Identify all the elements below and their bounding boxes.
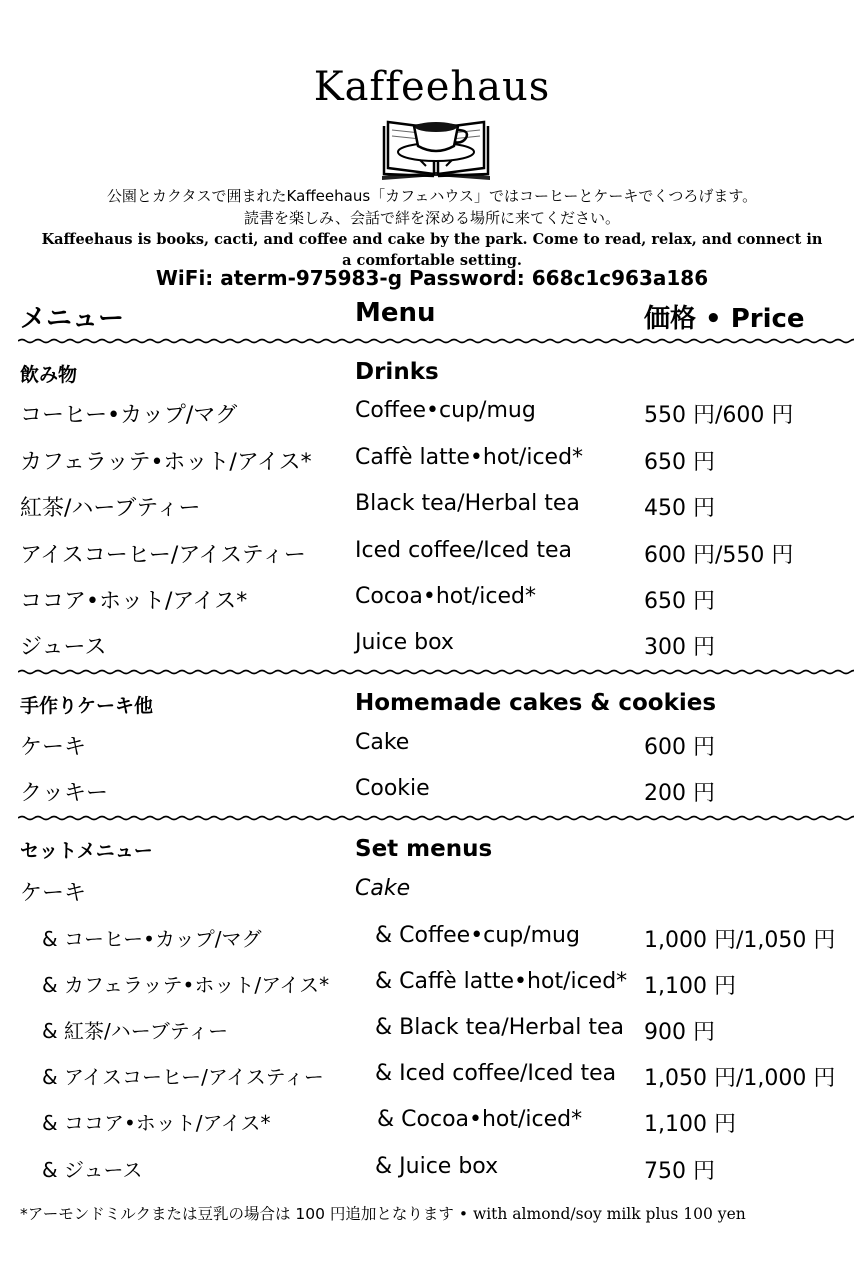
wavy-divider xyxy=(18,336,854,346)
item-name-jp: & ココア•ホット/アイス* xyxy=(42,1111,271,1135)
item-price: 1,100 円 xyxy=(644,974,736,999)
item-name-jp: 紅茶/ハーブティー xyxy=(20,496,201,521)
book-coffee-cup-logo xyxy=(380,116,492,182)
item-price: 1,000 円/1,050 円 xyxy=(644,928,836,953)
item-name-en: Iced coffee/Iced tea xyxy=(355,538,572,563)
item-name-en: Caffè latte•hot/iced* xyxy=(355,445,584,470)
item-name-en: Juice box xyxy=(355,630,454,655)
section-cakes-en: Homemade cakes & cookies xyxy=(355,690,717,716)
footnote xyxy=(20,1202,746,1224)
item-name-jp: カフェラッテ•ホット/アイス* xyxy=(20,450,312,475)
item-price: 200 円 xyxy=(644,781,715,806)
item-price: 650 円 xyxy=(644,450,715,475)
section-cakes-jp: 手作りケーキ他 xyxy=(20,695,154,717)
item-price: 900 円 xyxy=(644,1020,715,1045)
item-name-jp: アイスコーヒー/アイスティー xyxy=(20,543,306,568)
intro-japanese-line1: 公園とカクタスで囲まれたKaffeehaus「カフェハウス」ではコーヒーとケーキでくつろげます。 xyxy=(106,187,758,205)
item-name-en: Cocoa•hot/iced* xyxy=(355,584,536,609)
item-price: 1,050 円/1,000 円 xyxy=(644,1066,836,1091)
intro-japanese-line2: 読書を楽しみ、会話で絆を深める場所に来てください。 xyxy=(244,209,620,227)
set-base-jp: ケーキ xyxy=(20,881,87,906)
item-name-jp: & カフェラッテ•ホット/アイス* xyxy=(42,973,330,997)
item-name-en: & Juice box xyxy=(375,1154,499,1179)
footnote-jp: *アーモンドミルクまたは豆乳の場合は 100 円追加となります • xyxy=(20,1205,468,1223)
section-drinks-en: Drinks xyxy=(355,359,439,385)
intro-english: Kaffeehaus is books, cacti, and coffee and cake by the park. Come to read, relax, and connect in a comfortable setting. xyxy=(41,231,823,269)
column-header-price: 価格 • Price xyxy=(644,304,805,334)
item-name-jp: コーヒー•カップ/マグ xyxy=(20,403,238,428)
footnote-en: with almond/soy milk plus 100 yen xyxy=(472,1205,746,1223)
section-drinks-jp: 飲み物 xyxy=(20,364,78,386)
item-name-en: & Iced coffee/Iced tea xyxy=(375,1061,617,1086)
section-sets-en: Set menus xyxy=(355,836,493,862)
item-name-en: Cookie xyxy=(355,776,430,801)
item-name-jp: ココア•ホット/アイス* xyxy=(20,589,248,614)
section-sets-jp: セットメニュー xyxy=(20,840,153,862)
set-base-en: Cake xyxy=(355,876,411,901)
wifi-info: WiFi: aterm-975983-g Password: 668c1c963a186 xyxy=(155,266,709,290)
item-name-en: & Coffee•cup/mug xyxy=(375,923,580,948)
item-name-jp: & コーヒー•カップ/マグ xyxy=(42,927,262,951)
cafe-title: Kaffeehaus xyxy=(313,64,551,110)
item-price: 550 円/600 円 xyxy=(644,403,794,428)
item-name-en: Cake xyxy=(355,730,410,755)
item-name-en: & Black tea/Herbal tea xyxy=(375,1015,625,1040)
item-name-en: & Caffè latte•hot/iced* xyxy=(375,969,628,994)
item-name-jp: & 紅茶/ハーブティー xyxy=(42,1019,229,1043)
item-name-jp: ジュース xyxy=(20,635,107,660)
item-price: 650 円 xyxy=(644,589,715,614)
item-name-en: Black tea/Herbal tea xyxy=(355,491,580,516)
wavy-divider xyxy=(18,813,854,823)
item-name-jp: & ジュース xyxy=(42,1158,143,1182)
item-name-jp: ケーキ xyxy=(20,735,87,760)
item-price: 1,100 円 xyxy=(644,1112,736,1137)
item-name-en: Coffee•cup/mug xyxy=(355,398,536,423)
item-price: 450 円 xyxy=(644,496,715,521)
wavy-divider xyxy=(18,667,854,677)
item-price: 750 円 xyxy=(644,1159,715,1184)
item-price: 300 円 xyxy=(644,635,715,660)
item-price: 600 円 xyxy=(644,735,715,760)
item-name-en: & Cocoa•hot/iced* xyxy=(377,1107,583,1132)
item-name-jp: クッキー xyxy=(20,781,109,806)
column-header-english: Menu xyxy=(355,298,436,328)
column-header-japanese: メニュー xyxy=(20,304,125,334)
item-price: 600 円/550 円 xyxy=(644,543,794,568)
item-name-jp: & アイスコーヒー/アイスティー xyxy=(42,1065,324,1089)
